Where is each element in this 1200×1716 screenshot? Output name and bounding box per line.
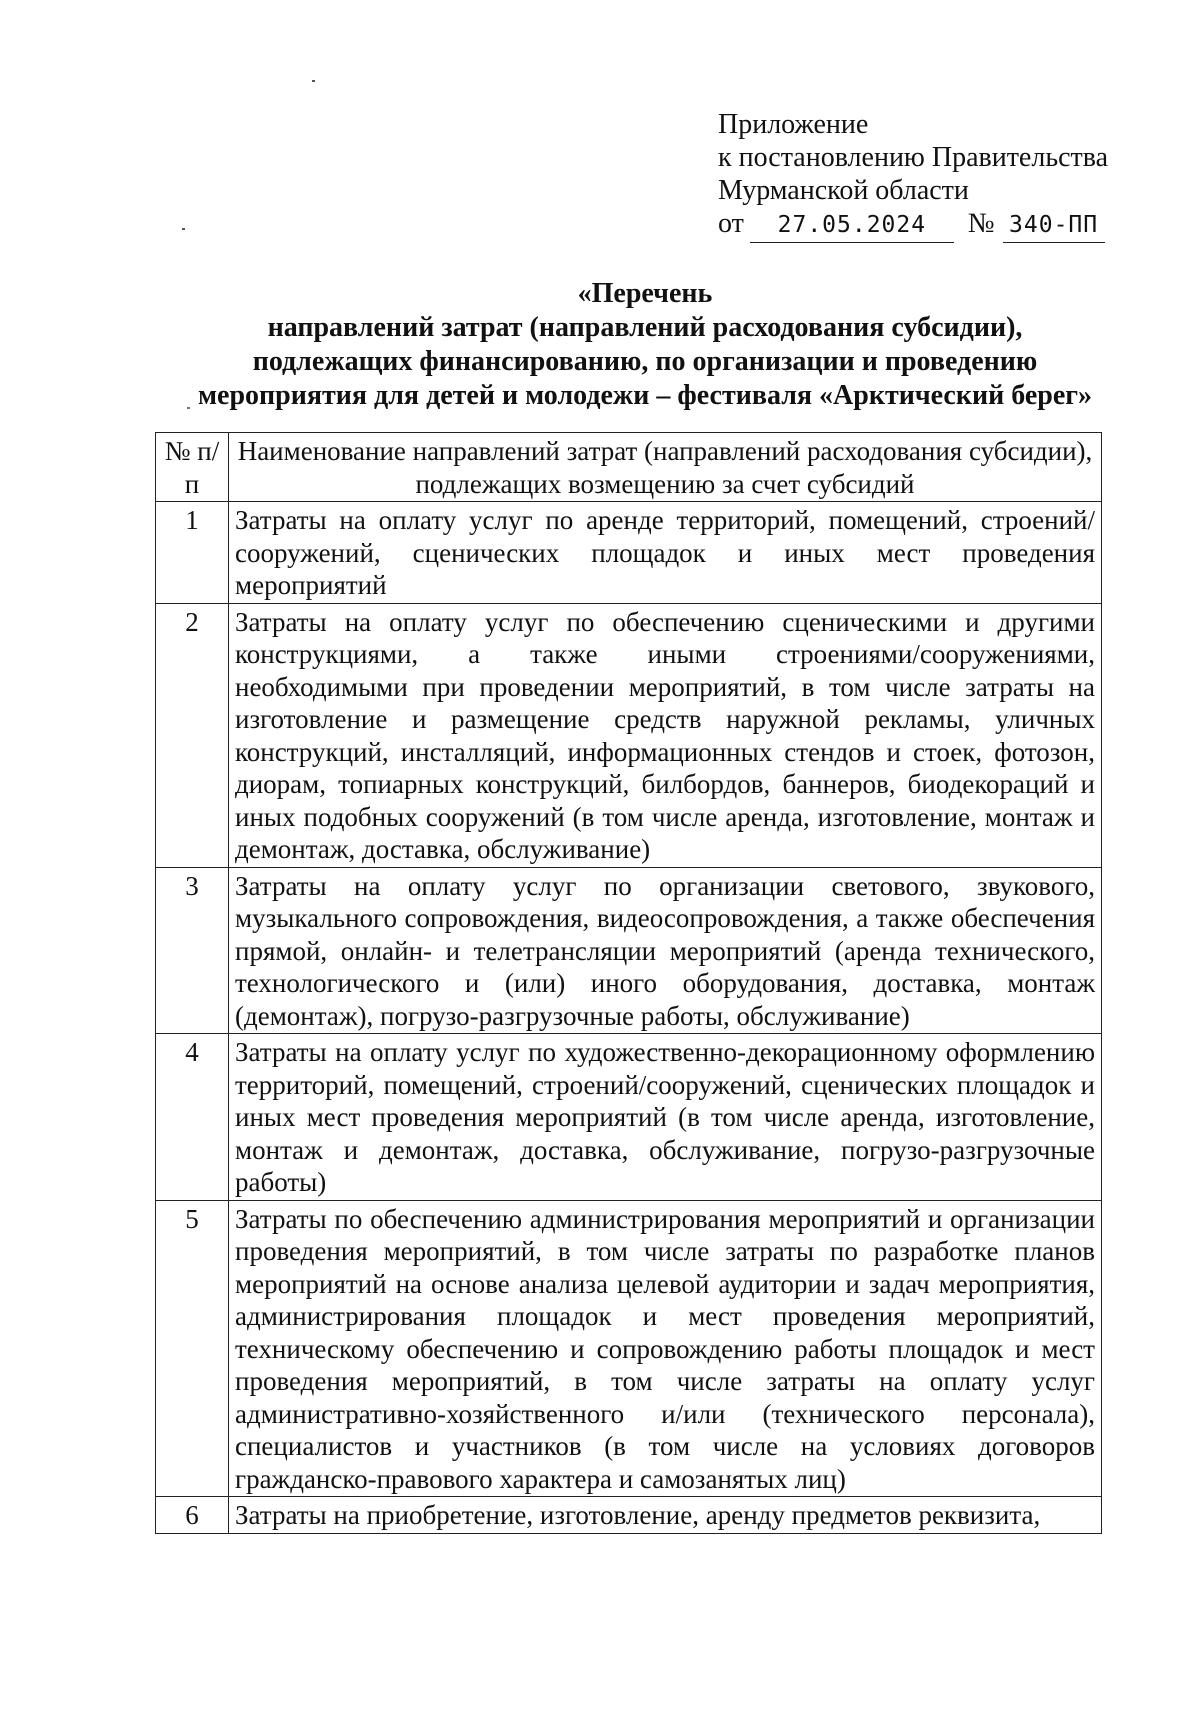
row-text: Затраты на приобретение, изготовление, аренду предметов реквизита, xyxy=(229,1497,1102,1534)
appendix-resolution: к постановлению Правительства xyxy=(718,142,1109,173)
table-row xyxy=(156,1034,1102,1201)
row-number: 1 xyxy=(156,502,229,604)
row-number: 5 xyxy=(156,1200,229,1497)
appendix-region: Мурманской области xyxy=(718,175,969,206)
title-line: направлений затрат (направлений расходования субсидии), xyxy=(267,312,1023,343)
document-title xyxy=(150,277,1140,413)
row-text: Затраты по обеспечению администрирования мероприятий и организации проведения мероприятий, в том числе затраты по разработке планов мероприятий на основе анализа целевой аудитории и задач мероприятия, администрирования площадок и мест проведения мероприятий, техническому обеспечению и сопровождению работы площадок и мест проведения мероприятий, в том числе затраты на оплату услуг административно-хозяйственного и/или (технического персонала), специалистов и участников (в том числе на условиях договоров гражданско-правового характера и самозанятых лиц) xyxy=(229,1200,1102,1497)
row-number: 3 xyxy=(156,867,229,1034)
row-number: 2 xyxy=(156,603,229,867)
table-row xyxy=(156,867,1102,1034)
table-row xyxy=(156,603,1102,867)
row-text: Затраты на оплату услуг по обеспечению сценическими и другими конструкциями, а также иными строениями/сооружениями, необходимыми при проведении мероприятий, в том числе затраты на изготовление и размещение средств наружной рекламы, уличных конструкций, инсталляций, информационных стендов и стоек, фотозон, диорам, топиарных конструкций, билбордов, баннеров, биодекораций и иных подобных сооружений (в том числе аренда, изготовление, монтаж и демонтаж, доставка, обслуживание) xyxy=(229,603,1102,867)
table-row xyxy=(156,1200,1102,1497)
scan-speck xyxy=(182,228,185,230)
expense-table xyxy=(155,432,1102,1534)
title-line: «Перечень xyxy=(577,278,713,309)
resolution-number: 340-ПП xyxy=(1003,209,1105,243)
row-text: Затраты на оплату услуг по художественно-декорационному оформлению территорий, помещений, строений/сооружений, сценических площадок и иных мест проведения мероприятий (в том числе аренда, изготовление, монтаж и демонтаж, доставка, обслуживание, погрузо-разгрузочные работы) xyxy=(229,1034,1102,1201)
scan-speck xyxy=(312,80,315,82)
date-prefix: от xyxy=(718,208,744,239)
table-row xyxy=(156,502,1102,604)
table-header-row xyxy=(156,433,1102,502)
appendix-date-number xyxy=(718,207,1108,243)
row-text: Затраты на оплату услуг по аренде территорий, помещений, строений/сооружений, сценических площадок и иных мест проведения мероприятий xyxy=(229,502,1102,604)
header-name: Наименование направлений затрат (направлений расходования субсидии), подлежащих возмещению за счет субсидий xyxy=(229,433,1102,502)
row-number: 4 xyxy=(156,1034,229,1201)
row-number: 6 xyxy=(156,1497,229,1534)
table-row xyxy=(156,1497,1102,1534)
title-line: подлежащих финансированию, по организации и проведению xyxy=(252,346,1038,377)
resolution-date: 27.05.2024 xyxy=(750,209,954,243)
appendix-block xyxy=(718,108,1108,243)
appendix-label: Приложение xyxy=(718,109,869,140)
title-line: мероприятия для детей и молодежи – фестиваля «Арктический берег» xyxy=(197,380,1093,411)
row-text: Затраты на оплату услуг по организации светового, звукового, музыкального сопровождения, видеосопровождения, а также обеспечения прямой, онлайн- и телетрансляции мероприятий (аренда технического, технологического и (или) иного оборудования, доставка, монтаж (демонтаж), погрузо-разгрузочные работы, обслуживание) xyxy=(229,867,1102,1034)
header-num: № п/п xyxy=(156,433,229,502)
number-prefix: № xyxy=(967,208,995,239)
